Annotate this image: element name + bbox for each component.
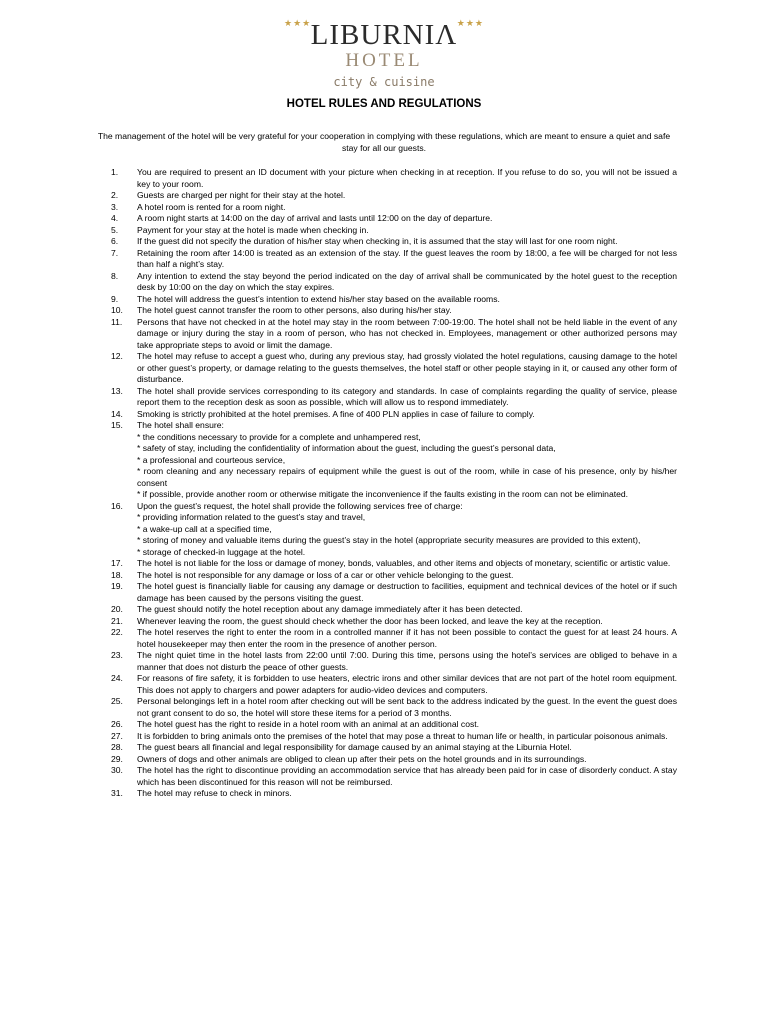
rule-number: 23.	[111, 650, 123, 660]
rule-number: 21.	[111, 615, 123, 626]
rule-text: The hotel is not responsible for any damage or loss of a car or other vehicle belonging to the guest.	[137, 569, 514, 580]
rule-text: The hotel may refuse to accept a guest who, during any previous stay, had grossly violated the hotel regulations, causing damage to the hotel or other guest’s property, or damage relating to the guests themselves, the hotel staff or other people staying in it, or caused any other form of disturbance.	[137, 351, 677, 384]
rule-number: 15.	[111, 420, 123, 430]
intro-paragraph: The management of the hotel will be very grateful for your cooperation in complying with these regulations, which are meant to ensure a quiet and safe stay for all our guests.	[97, 131, 671, 153]
rule-number: 25.	[111, 696, 123, 706]
rule-number: 19.	[111, 581, 123, 591]
rule-item	[111, 305, 677, 317]
rule-text: Owners of dogs and other animals are obliged to clean up after their pets on the hotel grounds and in its surroundings.	[137, 753, 587, 764]
rule-number: 7.	[111, 247, 119, 258]
rule-item	[111, 742, 677, 754]
rules-list	[111, 167, 677, 800]
rule-number: 11.	[111, 316, 123, 327]
rule-number: 8.	[111, 270, 119, 281]
rule-item	[111, 271, 677, 294]
rule-item	[111, 351, 677, 386]
rule-item	[111, 604, 677, 616]
rule-subitem: * if possible, provide another room or otherwise mitigate the inconvenience if the faults existing in the room can not be eliminated.	[137, 489, 629, 499]
rule-number: 5.	[111, 224, 119, 235]
rule-number: 29.	[111, 753, 123, 764]
rule-item	[111, 731, 677, 743]
rule-item	[111, 627, 677, 650]
rule-text: For reasons of fire safety, it is forbidden to use heaters, electric irons and other similar devices that are not part of the hotel room equipment. This does not apply to chargers and power adapters for audio-video devices and computers.	[137, 673, 677, 695]
rule-item	[111, 673, 677, 696]
rule-text: The hotel shall ensure:	[137, 420, 224, 430]
rule-subitem: * a wake-up call at a specified time,	[137, 523, 272, 534]
rule-subitem: * storage of checked-in luggage at the hotel.	[137, 546, 306, 557]
rule-item	[111, 317, 677, 352]
rule-item	[111, 696, 677, 719]
rule-number: 27.	[111, 730, 123, 741]
rule-subitem: * room cleaning and any necessary repairs of equipment while the guest is out of the room, while in case of his presence, only by his/her consent	[137, 466, 677, 488]
rule-number: 4.	[111, 213, 119, 223]
logo-brand: LIBURNIΛ	[310, 19, 458, 51]
rule-text: You are required to present an ID document with your picture when checking in at reception. If you refuse to do so, you will not be issued a key to your room.	[137, 167, 677, 189]
rule-text: The hotel may refuse to check in minors.	[137, 788, 292, 798]
rule-text: The hotel guest has the right to reside in a hotel room with an animal at an additional cost.	[137, 719, 480, 729]
rule-item	[111, 765, 677, 788]
rule-subitem: * the conditions necessary to provide for a complete and unhampered rest,	[137, 431, 421, 442]
rule-number: 14.	[111, 408, 123, 419]
rule-number: 26.	[111, 719, 123, 729]
rule-number: 17.	[111, 558, 123, 568]
rule-number: 22.	[111, 627, 123, 637]
rule-item	[111, 294, 677, 306]
rule-item	[111, 213, 677, 225]
rule-item	[111, 236, 677, 248]
rule-number: 31.	[111, 788, 123, 798]
rule-item	[111, 558, 677, 570]
rule-number: 28.	[111, 742, 123, 752]
page-title: HOTEL RULES AND REGULATIONS	[286, 98, 482, 110]
rule-text: The hotel guest is financially liable for causing any damage or destruction to facilities, equipment and technical devices of the hotel or if such damage has been caused by the persons visiting the guest.	[137, 581, 677, 603]
rule-text: Payment for your stay at the hotel is made when checking in.	[137, 224, 369, 235]
rule-subitem: * safety of stay, including the confidentiality of information about the guest, including the guest’s personal data,	[137, 443, 556, 453]
rule-item	[111, 190, 677, 202]
rule-text: Retaining the room after 14:00 is treated as an extension of the stay. If the guest leaves the room by 18:00, a fee will be charged for not less than half a night’s stay.	[137, 247, 677, 269]
rule-text: The guest should notify the hotel reception about any damage immediately after it has been detected.	[137, 604, 523, 614]
rule-number: 13.	[111, 385, 123, 396]
rule-text: Smoking is strictly prohibited at the hotel premises. A fine of 400 PLN applies in case of failure to comply.	[137, 408, 535, 419]
rule-text: If the guest did not specify the duration of his/her stay when checking in, it is assumed that the stay will last for one room night.	[137, 236, 618, 246]
rule-item	[111, 570, 677, 582]
rule-number: 10.	[111, 305, 123, 315]
rule-subitem: * a professional and courteous service,	[137, 454, 286, 465]
rule-item	[111, 248, 677, 271]
logo-subtitle: HOTEL	[345, 50, 423, 71]
rule-text: The night quiet time in the hotel lasts from 22:00 until 7:00. During this time, persons using the hotel’s services are obliged to behave in a manner that does not disturb the peace of other guests.	[137, 650, 677, 672]
rule-number: 3.	[111, 201, 119, 212]
hotel-logo	[284, 14, 484, 89]
rule-item	[111, 581, 677, 604]
rule-item	[111, 754, 677, 766]
rule-item	[111, 420, 677, 501]
rule-text: The hotel will address the guest’s intention to extend his/her stay based on the available rooms.	[137, 293, 500, 304]
logo-tagline: city & cuisine	[333, 75, 435, 89]
rule-number: 30.	[111, 765, 123, 775]
stars-left-icon: ★★★	[284, 18, 312, 28]
rule-item	[111, 225, 677, 237]
rule-text: The hotel guest cannot transfer the room to other persons, also during his/her stay.	[137, 305, 452, 315]
rule-item	[111, 167, 677, 190]
rule-item	[111, 616, 677, 628]
rule-number: 20.	[111, 604, 123, 614]
rule-number: 12.	[111, 351, 123, 361]
rule-number: 16.	[111, 500, 123, 511]
rule-text: Personal belongings left in a hotel room after checking out will be sent back to the address indicated by the guest. In the event the guest does not grant consent to do so, the hotel will store these items for a period of 3 months.	[137, 696, 677, 718]
rule-number: 2.	[111, 190, 119, 200]
rule-text: Persons that have not checked in at the hotel may stay in the room between 7:00-19:00. The hotel shall not be held liable in the event of any damage or injury during the stay in a room of person, who has not checked in. Employees, management or other authorized persons may take appropriate steps to avoid or limit the damage.	[137, 316, 677, 350]
rule-text: It is forbidden to bring animals onto the premises of the hotel that may pose a threat to human life or health, in particular poisonous animals.	[137, 730, 668, 741]
rule-text: Upon the guest’s request, the hotel shall provide the following services free of charge:	[137, 500, 463, 511]
rule-number: 1.	[111, 167, 119, 177]
rule-text: Whenever leaving the room, the guest should check whether the door has been locked, and leave the key at the reception.	[137, 615, 603, 626]
rule-item	[111, 386, 677, 409]
rule-item	[111, 501, 677, 559]
rule-text: A room night starts at 14:00 on the day of arrival and lasts until 12:00 on the day of departure.	[137, 213, 493, 223]
rule-number: 6.	[111, 236, 119, 246]
rule-number: 24.	[111, 673, 123, 683]
rule-subitem: * providing information related to the guest’s stay and travel,	[137, 512, 366, 522]
rule-number: 9.	[111, 293, 119, 304]
rule-text: Guests are charged per night for their stay at the hotel.	[137, 190, 346, 200]
rule-item	[111, 719, 677, 731]
rule-text: A hotel room is rented for a room night.	[137, 201, 286, 212]
rule-text: The guest bears all financial and legal responsibility for damage caused by an animal staying at the Liburnia Hotel.	[137, 742, 572, 752]
rule-item	[111, 650, 677, 673]
rule-item	[111, 788, 677, 800]
rule-text: The hotel reserves the right to enter the room in a controlled manner if it has not been possible to contact the guest for at least 24 hours. A hotel housekeeper may then enter the room in the presence of another person.	[137, 627, 677, 649]
rule-item	[111, 409, 677, 421]
rule-text: The hotel has the right to discontinue providing an accommodation service that has already been paid for in case of disorderly conduct. A stay which has been discontinued for this reason will not be reimbursed.	[137, 765, 677, 787]
rule-item	[111, 202, 677, 214]
rule-subitem: * storing of money and valuable items during the guest’s stay in the hotel (appropriate security measures are provided to this extent),	[137, 535, 641, 545]
rule-text: The hotel is not liable for the loss or damage of money, bonds, valuables, and other items and objects of monetary, scientific or artistic value.	[137, 558, 671, 568]
rule-number: 18.	[111, 569, 123, 580]
rule-text: The hotel shall provide services corresponding to its category and standards. In case of complaints regarding the quality of service, please report them to the reception desk as soon as possible, which will allow us to respond immediately.	[137, 385, 677, 407]
rule-text: Any intention to extend the stay beyond the period indicated on the day of arrival shall be communicated by the hotel guest to the reception desk by 10:00 on the day on which the stay expires.	[137, 270, 677, 292]
stars-right-icon: ★★★	[456, 18, 484, 28]
